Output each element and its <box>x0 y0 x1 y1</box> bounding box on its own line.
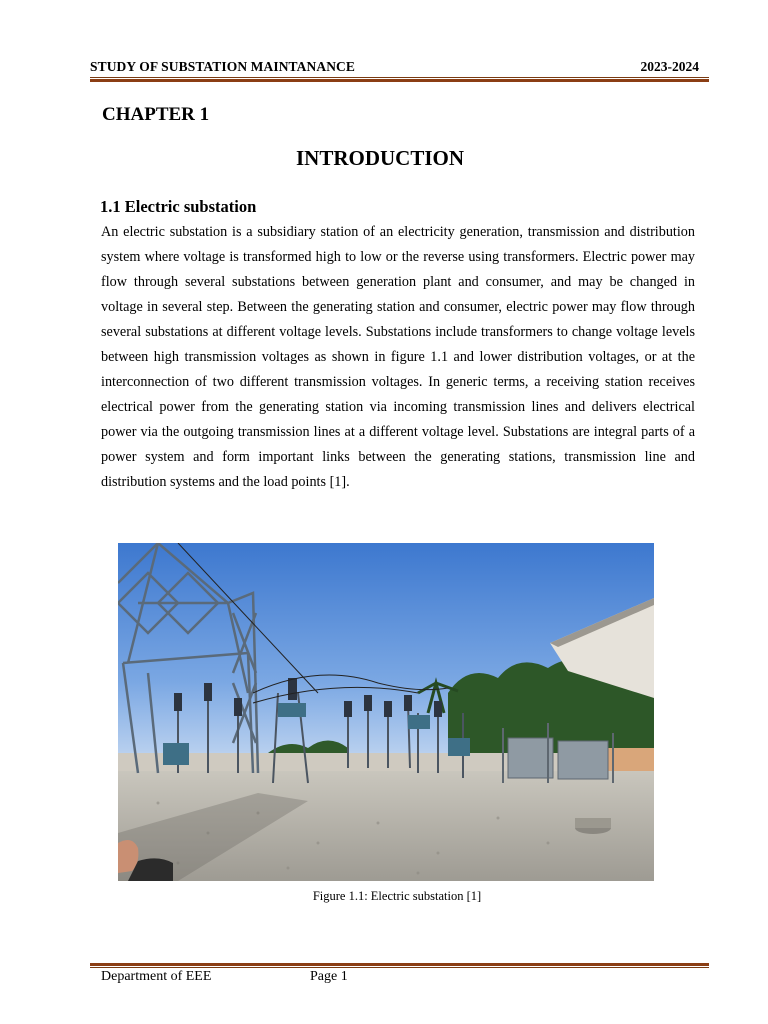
figure-caption: Figure 1.1: Electric substation [1] <box>312 889 482 903</box>
footer-page-number: Page 1 <box>310 969 348 984</box>
chapter-title: INTRODUCTION <box>295 146 465 170</box>
footer-rule-thin <box>90 967 709 968</box>
section-heading: 1.1 Electric substation <box>100 197 257 216</box>
header-rule-thick <box>90 79 709 82</box>
body-paragraph: An electric substation is a subsidiary station of an electricity generation, transmission and distribution system where voltage is transformed high to low or the reverse using transformers. Electric power may flow through several substations between generation plant and consumer, and may be changed in voltage in several step. Between the generating station and consumer, electric power may flow through several substations at different voltage levels. Substations include transformers to change voltage levels between high transmission voltages as shown in figure 1.1 and lower distribution voltages, or at the interconnection of two different transmission voltages. In generic terms, a receiving station receives electrical power from the generating station via incoming transmission lines and delivers electrical power via the outgoing transmission lines at a different voltage level. Substations are integral parts of a power system and form important links between the generating stations, transmission line and distribution systems and the load points [1]. <box>101 224 695 490</box>
footer-department: Department of EEE <box>101 969 212 984</box>
page-header <box>90 59 699 77</box>
substation-photo <box>118 543 654 881</box>
header-title: STUDY OF SUBSTATION MAINTANANCE <box>90 59 356 74</box>
footer-rule-thick <box>90 963 709 966</box>
header-year: 2023-2024 <box>640 59 699 74</box>
header-rule-thin <box>90 77 709 78</box>
chapter-label: CHAPTER 1 <box>102 104 210 125</box>
